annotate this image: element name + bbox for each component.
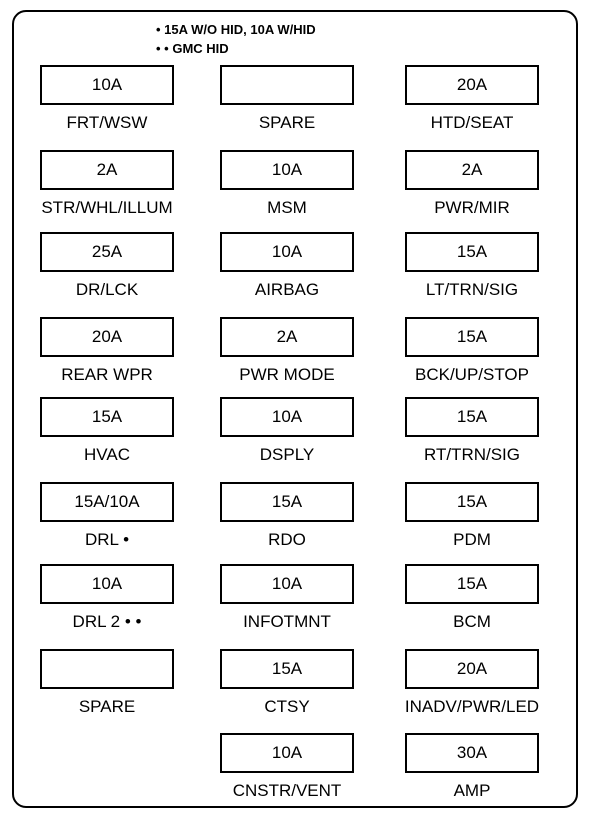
fuse-slot: 30A bbox=[405, 733, 539, 773]
fuse-slot bbox=[40, 649, 174, 689]
fuse-label: PDM bbox=[453, 530, 491, 549]
fuse-label: HVAC bbox=[84, 445, 130, 464]
fuse-label: CTSY bbox=[264, 697, 310, 716]
legend-notes bbox=[156, 20, 316, 58]
fuse-slot: 10A bbox=[220, 733, 354, 773]
fuse-label: INADV/PWR/LED bbox=[404, 697, 540, 716]
fuse-label: CNSTR/VENT bbox=[232, 781, 342, 800]
fuse-slot: 10A bbox=[40, 564, 174, 604]
fuse-slot: 10A bbox=[220, 564, 354, 604]
fuse-slot: 20A bbox=[405, 649, 539, 689]
fuse-label: AMP bbox=[453, 781, 491, 800]
legend-note-single-dot: • 15A W/O HID, 10A W/HID bbox=[156, 22, 316, 37]
fuse-label: SPARE bbox=[78, 697, 136, 716]
fuse-slot: 15A bbox=[220, 482, 354, 522]
fuse-label: INFOTMNT bbox=[243, 612, 331, 631]
fuse-label: MSM bbox=[267, 198, 307, 217]
fuse-label: DSPLY bbox=[259, 445, 315, 464]
fuse-label: STR/WHL/ILLUM bbox=[41, 198, 173, 217]
fuse-slot: 20A bbox=[40, 317, 174, 357]
fuse-label: LT/TRN/SIG bbox=[425, 280, 519, 299]
fuse-slot: 15A bbox=[405, 232, 539, 272]
fuse-slot: 10A bbox=[220, 150, 354, 190]
fuse-slot: 2A bbox=[220, 317, 354, 357]
fuse-label: BCM bbox=[453, 612, 491, 631]
fuse-label: REAR WPR bbox=[61, 365, 153, 384]
fuse-label: FRT/WSW bbox=[66, 113, 148, 132]
fuse-slot bbox=[220, 65, 354, 105]
fuse-label: RDO bbox=[268, 530, 306, 549]
fuse-slot: 15A bbox=[405, 397, 539, 437]
fuse-slot: 20A bbox=[405, 65, 539, 105]
fuse-slot: 10A bbox=[220, 232, 354, 272]
fuse-label: DRL • bbox=[84, 530, 130, 549]
fuse-label: PWR MODE bbox=[239, 365, 335, 384]
fuse-slot: 15A/10A bbox=[40, 482, 174, 522]
fuse-label: HTD/SEAT bbox=[430, 113, 514, 132]
fuse-slot: 15A bbox=[405, 317, 539, 357]
fuse-label: SPARE bbox=[258, 113, 316, 132]
fuse-slot: 15A bbox=[220, 649, 354, 689]
fuse-slot: 15A bbox=[405, 564, 539, 604]
fuse-label: RT/TRN/SIG bbox=[423, 445, 521, 464]
fuse-slot: 2A bbox=[40, 150, 174, 190]
fuse-slot: 10A bbox=[220, 397, 354, 437]
fuse-slot: 15A bbox=[40, 397, 174, 437]
fuse-label: AIRBAG bbox=[254, 280, 320, 299]
fuse-slot: 10A bbox=[40, 65, 174, 105]
fuse-slot: 15A bbox=[405, 482, 539, 522]
fuse-label: DR/LCK bbox=[75, 280, 139, 299]
fuse-slot: 2A bbox=[405, 150, 539, 190]
legend-note-double-dot: • • GMC HID bbox=[156, 41, 229, 56]
fuse-slot: 25A bbox=[40, 232, 174, 272]
fuse-label: BCK/UP/STOP bbox=[415, 365, 529, 384]
fuse-label: PWR/MIR bbox=[434, 198, 510, 217]
fuse-label: DRL 2 • • bbox=[72, 612, 142, 631]
